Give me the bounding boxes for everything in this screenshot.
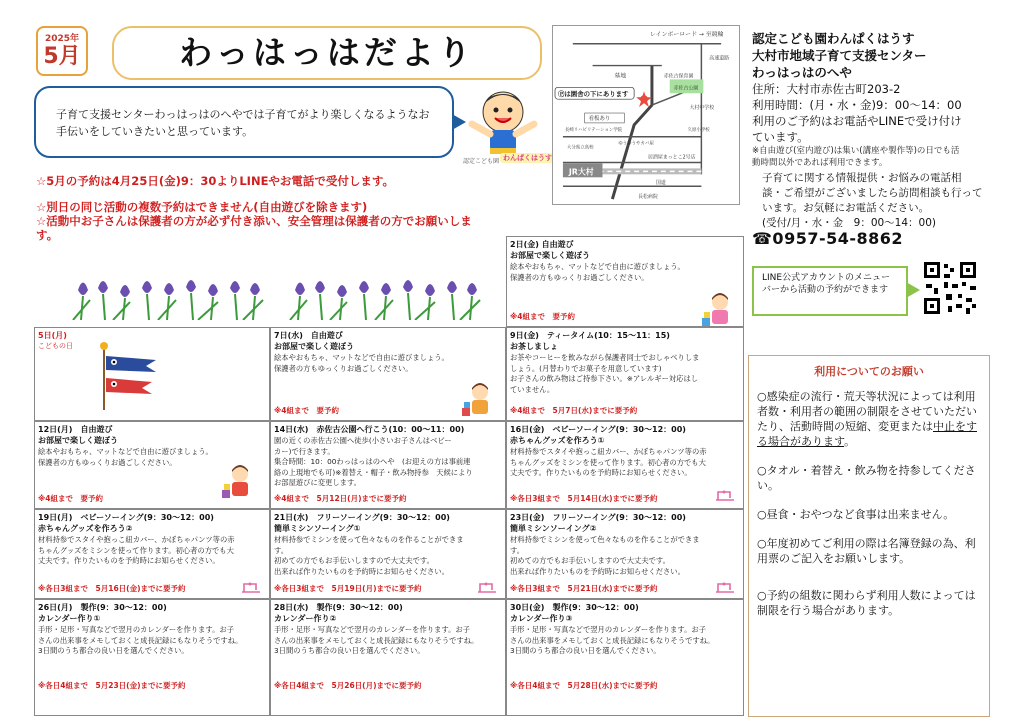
rule-5: ○予約の組数に関わらず利用人数によっては制限を行う場合があります。 — [757, 589, 976, 617]
sewing-machine-icon — [714, 488, 736, 502]
day-28-reserve: ※各日4組まで 5月26日(月)までに要予約 — [274, 681, 422, 690]
calendar-day-14 — [270, 421, 506, 509]
day-16-body-3: 丈夫です。作りたいものを予約時にお知らせください。 — [510, 468, 692, 477]
day-9-body-4: ていません。 — [510, 384, 555, 394]
rules-title: 利用についてのお願い — [814, 365, 924, 378]
day-7-reserve: ※4組まで 要予約 — [274, 406, 340, 415]
day-19-sub: 赤ちゃんグッズを作ろう② — [38, 524, 133, 533]
day-9-body-3: お子さんの飲み物はご持参下さい。※アレルギー対応はし — [510, 374, 699, 383]
day-9-sub: お茶しましょ — [510, 342, 558, 351]
map-rehab: 長崎リハビリテーション学院 — [564, 127, 623, 133]
day-19-body-1: 材料持参でスタイや抱っこ紐カバー、かぼちゃパンツ等の赤 — [38, 535, 235, 544]
day-19-body-3: 丈夫です。作りたいものを予約時にお知らせください。 — [38, 556, 220, 565]
notice-3a: ☆活動中お子さんは保護者の方が必ず付き添い、安全管理は保護者の方でお願いしま — [36, 214, 472, 228]
day-14-body-4: 絡の上現地でも可)※着替え・帽子・飲み物持参 天候により — [274, 467, 473, 477]
sewing-machine-icon — [240, 580, 262, 594]
day-28-body-1: 手形・足形・写真などで翌月のカレンダーを作ります。お子 — [274, 625, 470, 634]
day-9-body-2: しょう。(月替わりでお菓子を用意しています) — [510, 363, 662, 373]
day-23-head: 23日(金) フリーソーイング(9：30～12：00) — [510, 513, 686, 522]
day-2-head: 2日(金) 自由遊び — [510, 240, 574, 249]
intro-bubble — [34, 86, 454, 158]
day-23-body-1: 材料持参でミシンを使って色々なものを作ることができま — [510, 535, 700, 544]
day-2-body-1: 絵本やおもちゃ、マットなどで自由に遊びましょう。 — [510, 262, 685, 271]
map-parking-note: Ⓟは園舎の下にあります — [557, 90, 629, 99]
day-12-reserve: ※4組まで 要予約 — [38, 494, 104, 503]
rule-1-end: 。 — [844, 435, 856, 448]
day-30-body-1: 手形・足形・写真などで翌月のカレンダーを作ります。お子 — [510, 625, 706, 634]
intro-line-1: 子育て支援センターわっはっはのへやでは子育てがより楽しくなるようなお — [56, 108, 430, 121]
calendar-day-9 — [506, 327, 744, 421]
org-name-3: わっはっはのへや — [752, 65, 852, 80]
map-nursery: ゆうゆうやカバ屋 — [618, 141, 654, 147]
day-5-holiday: こどもの日 — [38, 342, 73, 350]
day-30-reserve: ※各日4組まで 5月28日(水)までに要予約 — [510, 681, 658, 690]
day-26-sub: カレンダー作り① — [38, 614, 101, 623]
phone-number[interactable]: ☎0957-54-8862 — [752, 229, 904, 248]
consult-2: 談・ご希望がございましたら訪問相談も行って — [762, 187, 983, 199]
day-14-body-2: カー)で行きます。 — [274, 446, 335, 456]
day-30-body-2: さんの出来事をメモしておくと成長記録にもなりそうですね。 — [510, 635, 715, 645]
rule-2: ○タオル・着替え・飲み物を持参してください。 — [757, 464, 976, 492]
day-7-body-2: 保護者の方もゆっくりお過ごしください。 — [274, 363, 413, 373]
note-1: ※自由遊び(室内遊び)は集い(講座や製作等)の日でも活 — [752, 146, 960, 156]
day-5-head: 5日(月) — [38, 331, 67, 340]
day-19-head: 19日(月) ベビーソーイング(9：30～12：00) — [38, 513, 214, 522]
day-23-body-2: す。 — [510, 545, 525, 555]
org-name-2: 大村市地域子育て支援センター — [752, 48, 927, 63]
day-23-body-3: 初めての方でもお手伝いしますので大丈夫です。 — [510, 556, 670, 565]
title-banner — [112, 26, 542, 80]
child-illustration-icon — [220, 462, 256, 502]
map-highway: 高速道路 — [709, 55, 730, 62]
calendar-day-26 — [34, 599, 270, 716]
koinobori-icon — [96, 340, 176, 410]
day-21-body-1: 材料持参でミシンを使って色々なものを作ることができま — [274, 535, 464, 544]
day-2-body-2: 保護者の方もゆっくりお過ごしください。 — [510, 272, 649, 282]
day-30-body-3: 3日間のうち都合の良い日を選んでください。 — [510, 646, 661, 655]
day-21-body-4: 出来れば作りたいものを予約時にお知らせください。 — [274, 566, 449, 576]
hours: 利用時間：(月・水・金)9：00～14：00 — [752, 98, 962, 112]
day-21-head: 21日(水) フリーソーイング(9：30～12：00) — [274, 513, 450, 522]
calendar-day-16 — [506, 421, 744, 509]
day-7-body-1: 絵本やおもちゃ、マットなどで自由に遊びましょう。 — [274, 353, 449, 362]
note-2: 動時間以外であれば利用できます。 — [752, 158, 888, 168]
reservation-notices — [36, 174, 506, 242]
consult-3: います。お気軽にお電話ください。 — [762, 202, 930, 214]
day-26-body-2: さんの出来事をメモしておくと成長記録にもなりそうですね。 — [38, 635, 243, 645]
day-16-body-2: ちゃんグッズをミシンを使って作ります。初心者の方でも大 — [510, 457, 706, 467]
line-text: LINE公式アカウントのメニューバーから活動の予約ができます — [762, 273, 890, 295]
map-shop: 居酒屋まっとこ2号店 — [647, 154, 696, 161]
rule-4: ○年度初めてご利用の際は名簿登録の為、利用票のご記入をお願いします。 — [757, 537, 976, 565]
iris-flowers-icon — [285, 270, 485, 320]
rule-1-text: ○感染症の流行・荒天等状況によっては利用者数・利用者の範囲の制限をさせていただいたり、活動時間の短縮、変更または — [757, 390, 977, 433]
map-jhs: 大村中学校 — [689, 105, 715, 112]
notice-3b: す。 — [36, 228, 59, 242]
map-signboard: 看板あり — [588, 115, 611, 122]
day-28-body-3: 3日間のうち都合の良い日を選んでください。 — [274, 646, 425, 655]
page-title: わっはっはだより — [179, 33, 475, 72]
map-hospital: 長松病院 — [638, 194, 658, 201]
day-9-body-1: お茶やコーヒーを飲みながら保護者同士でおしゃべりしま — [510, 353, 700, 362]
map-rainbow-road: レインボーロード → 至競輪 — [649, 30, 724, 38]
access-map — [552, 25, 740, 205]
child-illustration-icon — [700, 290, 736, 330]
calendar-day-21 — [270, 509, 506, 599]
day-19-body-2: ちゃんグッズをミシンを使って作ります。初心者の方でも大 — [38, 545, 234, 555]
date-badge — [36, 26, 88, 76]
day-14-head: 14日(水) 赤佐古公園へ行こう(10：00～11：00) — [274, 425, 465, 434]
sewing-machine-icon — [476, 580, 498, 594]
facility-info — [752, 30, 992, 247]
day-26-body-3: 3日間のうち都合の良い日を選んでください。 — [38, 646, 189, 655]
map-kubohara: 久原小学校 — [687, 127, 710, 133]
address: 住所：大村市赤佐古町203-2 — [752, 82, 901, 96]
day-16-body-1: 材料持参でスタイや抱っこ紐カバー、かぼちゃパンツ等の赤 — [510, 447, 707, 456]
reserve-1: 利用のご予約はお電話やLINEで受け付け — [752, 114, 962, 128]
month-label: 5月 — [43, 44, 81, 69]
map-route: 国道 — [655, 180, 666, 187]
qr-code-icon[interactable] — [922, 260, 978, 316]
day-28-head: 28日(水) 製作(9：30～12：00) — [274, 603, 403, 612]
day-28-body-2: さんの出来事をメモしておくと成長記録にもなりそうですね。 — [274, 635, 479, 645]
day-9-reserve: ※4組まで 5月7日(水)までに要予約 — [510, 406, 638, 415]
day-26-body-1: 手形・足形・写真などで翌月のカレンダーを作ります。お子 — [38, 625, 234, 634]
map-highschool: 大分県立高校 — [566, 145, 594, 151]
rule-1-underline: 中止をする場合があります — [757, 420, 977, 448]
usage-rules — [748, 355, 990, 717]
reserve-2: ています。 — [752, 130, 809, 144]
day-21-reserve: ※各日3組まで 5月19日(月)までに要予約 — [274, 584, 422, 593]
map-station: JR大村 — [568, 167, 594, 177]
mascot-logo: わんぱくはうす — [500, 153, 555, 163]
day-2-sub: お部屋で楽しく遊ぼう — [510, 251, 590, 260]
rule-1 — [757, 389, 981, 449]
map-kindergarten: 赤佐古保育園 — [663, 73, 694, 80]
notice-1: ☆5月の予約は4月25日(金)9：30よりLINEやお電話で受付します。 — [36, 174, 394, 188]
day-26-head: 26日(月) 製作(9：30～12：00) — [38, 603, 167, 612]
day-7-head: 7日(水) 自由遊び — [274, 331, 343, 340]
day-12-body-1: 絵本やおもちゃ、マットなどで自由に遊びましょう。 — [38, 447, 213, 456]
day-14-reserve: ※4組まで 5月12日(月)までに要予約 — [274, 494, 407, 503]
day-23-sub: 簡単ミシンソーイング② — [510, 524, 597, 533]
day-7-sub: お部屋で楽しく遊ぼう — [274, 342, 354, 351]
notice-2: ☆別日の同じ活動の複数予約はできません(自由遊びを除きます) — [36, 200, 368, 214]
day-16-sub: 赤ちゃんグッズを作ろう① — [510, 436, 605, 445]
intro-line-2: 手伝いをしていきたいと思っています。 — [56, 125, 254, 138]
map-park: 赤佐古公園 — [673, 85, 699, 92]
day-14-body-5: お部屋遊びに変更します。 — [274, 478, 361, 487]
map-bokuchi: 墓地 — [614, 72, 627, 80]
day-23-reserve: ※各日3組まで 5月21日(水)までに要予約 — [510, 584, 658, 593]
calendar-day-19 — [34, 509, 270, 599]
day-21-sub: 簡単ミシンソーイング① — [274, 524, 361, 533]
day-21-body-2: す。 — [274, 545, 289, 555]
rule-3: ○昼食・おやつなど食事は出来ません。 — [757, 508, 955, 521]
day-16-head: 16日(金) ベビーソーイング(9：30～12：00) — [510, 425, 686, 434]
day-16-reserve: ※各日3組まで 5月14日(水)までに要予約 — [510, 494, 658, 503]
calendar-day-30 — [506, 599, 744, 716]
year-label: 2025年 — [44, 34, 80, 44]
consult-hours: (受付/月・水・金 9：00～14：00) — [762, 217, 936, 229]
iris-flowers-icon — [68, 270, 268, 320]
day-23-body-4: 出来れば作りたいものを予約時にお知らせください。 — [510, 566, 685, 576]
day-14-body-1: 園の近くの赤佐古公園へ徒歩(小さいお子さんはベビー — [274, 436, 452, 445]
day-30-head: 30日(金) 製作(9：30～12：00) — [510, 603, 639, 612]
sewing-machine-icon — [714, 580, 736, 594]
day-2-reserve: ※4組まで 要予約 — [510, 312, 576, 321]
day-14-body-3: 集合時間：10：00わっはっはのへや (お迎えの方は事前連 — [274, 457, 471, 466]
day-30-sub: カレンダー作り③ — [510, 614, 573, 623]
day-12-head: 12日(月) 自由遊び — [38, 425, 113, 434]
line-callout — [752, 266, 908, 316]
day-12-body-2: 保護者の方もゆっくりお過ごしください。 — [38, 457, 177, 467]
consult-1: 子育てに関する情報提供・お悩みの電話相 — [762, 172, 962, 184]
day-28-sub: カレンダー作り② — [274, 614, 337, 623]
day-9-head: 9日(金) ティータイム(10：15～11：15) — [510, 331, 670, 340]
calendar-day-23 — [506, 509, 744, 599]
day-19-reserve: ※各日3組まで 5月16日(金)までに要予約 — [38, 584, 186, 593]
calendar-day-28 — [270, 599, 506, 716]
org-name-1: 認定こども園わんぱくはうす — [752, 31, 915, 46]
day-21-body-3: 初めての方でもお手伝いしますので大丈夫です。 — [274, 556, 434, 565]
mascot-caption: 認定こども園 — [463, 158, 500, 165]
day-12-sub: お部屋で楽しく遊ぼう — [38, 436, 118, 445]
child-illustration-icon — [460, 380, 496, 420]
day-26-reserve: ※各日4組まで 5月23日(金)までに要予約 — [38, 681, 186, 690]
